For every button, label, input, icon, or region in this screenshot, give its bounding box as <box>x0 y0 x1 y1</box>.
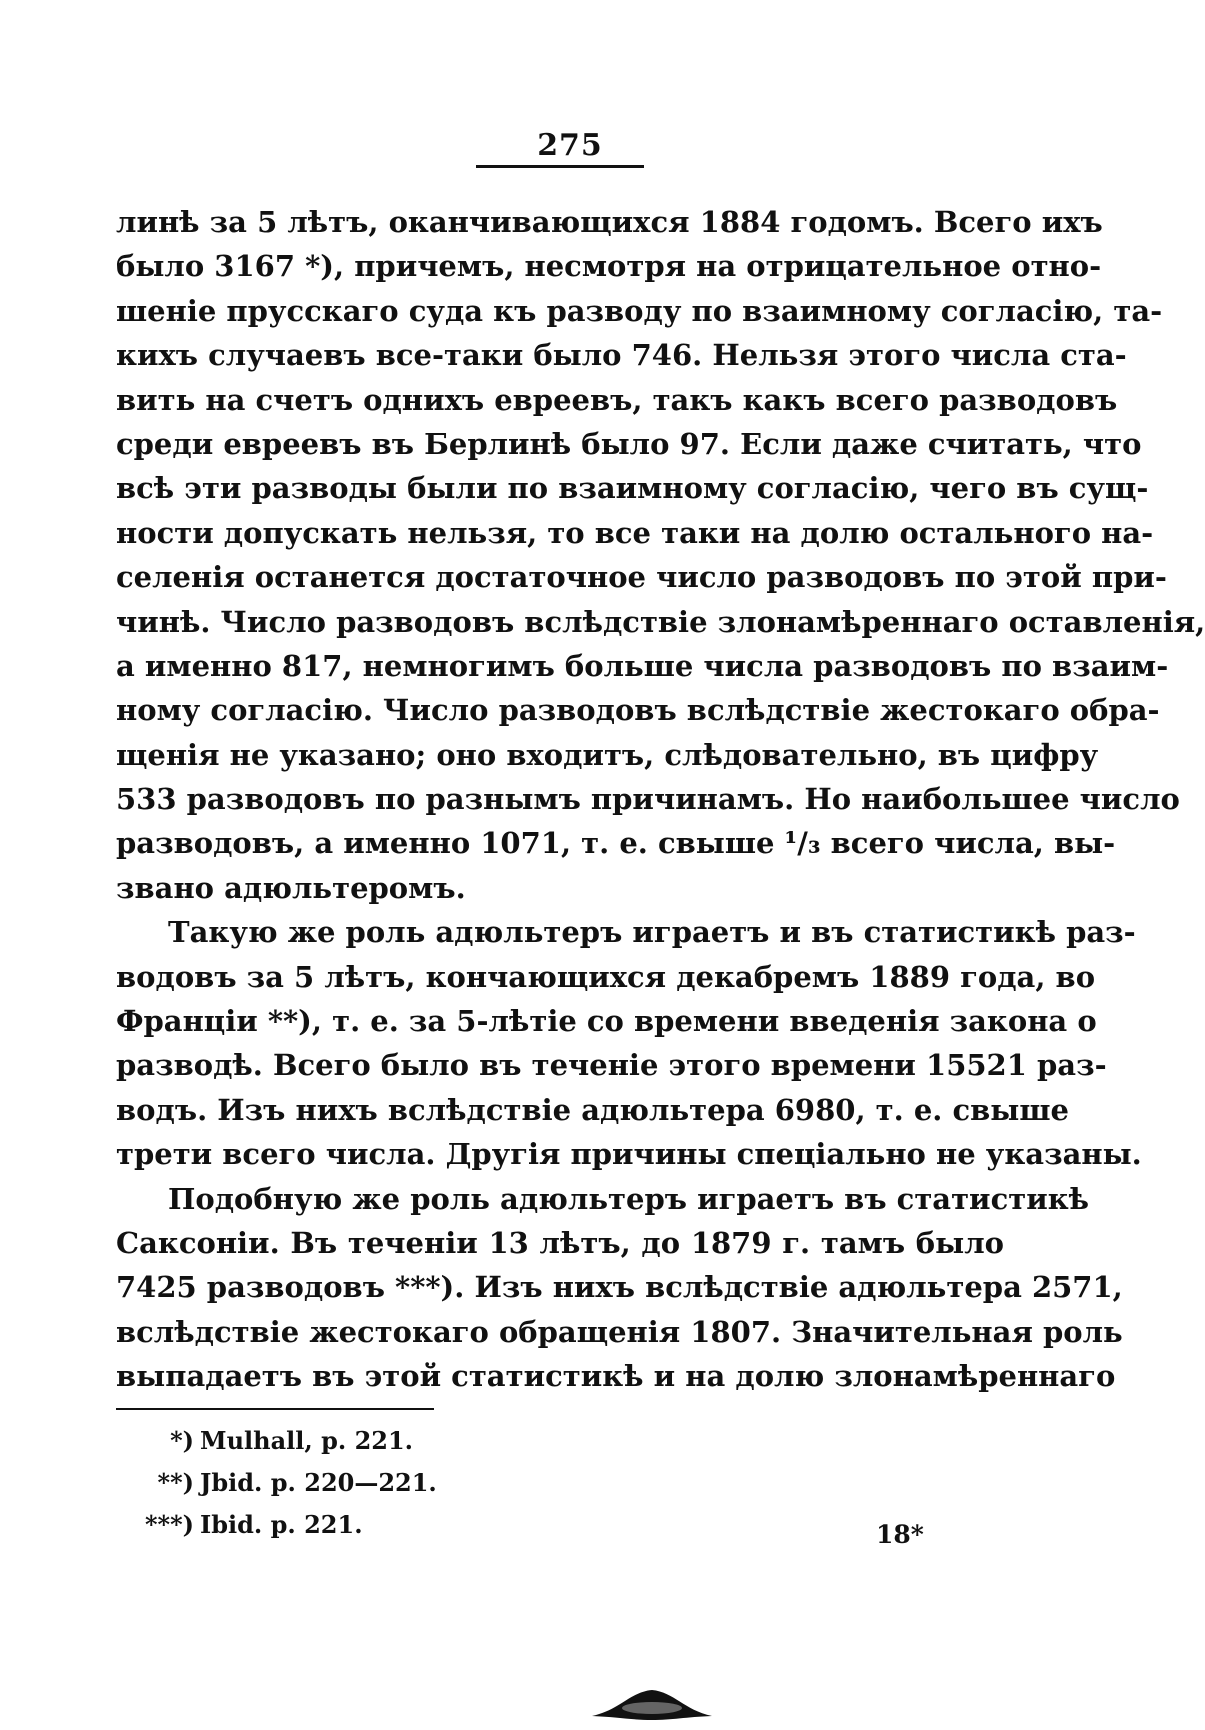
text-line: 7425 разводовъ ***). Изъ нихъ вслѣдствіе адюльтера 2571, <box>116 1270 1123 1305</box>
text-line: ному согласію. Число разводовъ вслѣдствіе жестокаго обра- <box>116 693 1160 728</box>
footnote <box>126 1462 526 1504</box>
paragraph-start-line: Такую же роль адюльтеръ играетъ и въ статистикѣ раз- <box>168 915 1136 950</box>
footnote-text: Mulhall, p. 221. <box>200 1426 414 1455</box>
footnote-text: Jbid. p. 220—221. <box>200 1468 437 1497</box>
footnote <box>126 1504 526 1546</box>
text-line: Саксоніи. Въ теченіи 13 лѣтъ, до 1879 г. тамъ было <box>116 1225 1004 1260</box>
footnote-text: Ibid. p. 221. <box>200 1510 363 1539</box>
text-line: ности допускать нельзя, то все таки на долю остального на- <box>116 515 1154 550</box>
text-line: было 3167 *), причемъ, несмотря на отрицательное отно- <box>116 249 1102 284</box>
text-line: а именно 817, немногимъ больше числа разводовъ по взаим- <box>116 648 1169 683</box>
footnote-mark: *) <box>170 1426 194 1455</box>
text-line: звано адюльтеромъ. <box>116 870 466 905</box>
text-line: чинѣ. Число разводовъ вслѣдствіе злонамѣреннаго оставленія, <box>116 604 1205 639</box>
text-line: всѣ эти разводы были по взаимному согласію, чего въ сущ- <box>116 471 1149 506</box>
text-line: разводовъ, а именно 1071, т. е. свыше ¹/₃ всего числа, вы- <box>116 826 1116 861</box>
page-number: 275 <box>537 128 603 163</box>
header-rule <box>476 165 644 168</box>
text-line: выпадаетъ въ этой статистикѣ и на долю злонамѣреннаго <box>116 1359 1116 1394</box>
printer-ornament-icon <box>590 1686 714 1724</box>
text-line: линѣ за 5 лѣтъ, оканчивающихся 1884 годомъ. Всего ихъ <box>116 205 1103 239</box>
paragraph-start-line: Подобную же роль адюльтеръ играетъ въ статистикѣ <box>168 1181 1090 1216</box>
text-line: кихъ случаевъ все-таки было 746. Нельзя этого числа ста- <box>116 338 1127 373</box>
signature-mark: 18* <box>876 1520 924 1549</box>
text-line: среди евреевъ въ Берлинѣ было 97. Если даже считать, что <box>116 426 1142 461</box>
text-line: водовъ за 5 лѣтъ, кончающихся декабремъ 1889 года, во <box>116 959 1096 994</box>
text-line: водъ. Изъ нихъ вслѣдствіе адюльтера 6980, т. е. свыше <box>116 1092 1069 1127</box>
body-text <box>116 200 1205 1399</box>
footnote-mark: **) <box>157 1468 194 1497</box>
footnote-mark: ***) <box>144 1510 194 1539</box>
footnote-rule <box>116 1408 434 1410</box>
footnote <box>126 1420 526 1462</box>
text-line: трети всего числа. Другія причины спеціально не указаны. <box>116 1137 1142 1172</box>
text-line: вить на счетъ однихъ евреевъ, такъ какъ всего разводовъ <box>116 382 1118 417</box>
text-line: щенія не указано; оно входитъ, слѣдовательно, въ цифру <box>116 737 1099 772</box>
text-line: селенія останется достаточное число разводовъ по этой при- <box>116 560 1167 595</box>
text-line: 533 разводовъ по разнымъ причинамъ. Но наибольшее число <box>116 782 1180 817</box>
text-line: вслѣдствіе жестокаго обращенія 1807. Значительная роль <box>116 1314 1123 1349</box>
footnotes <box>126 1420 526 1546</box>
text-line: Франціи **), т. е. за 5-лѣтіе со времени введенія закона о <box>116 1004 1097 1039</box>
text-line: разводѣ. Всего было въ теченіе этого времени 15521 раз- <box>116 1048 1107 1083</box>
text-line: шеніе прусскаго суда къ разводу по взаимному согласію, та- <box>116 293 1163 328</box>
